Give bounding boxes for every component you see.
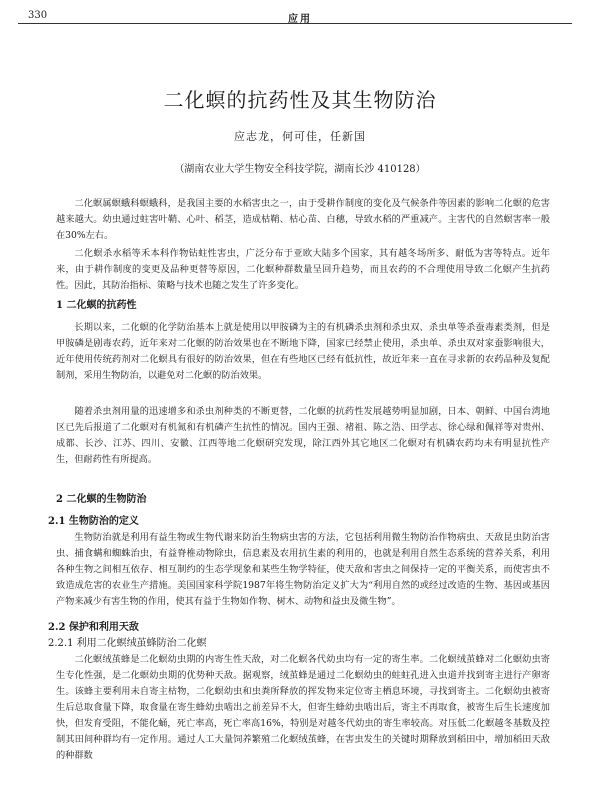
section-2-2-1-heading: 2.2.1 利用二化螟绒茧蜂防治二化螟 [48,638,207,649]
section-2-1-paragraph: 生物防治就是利用有益生物或生物代谢来防治生物病虫害的方法，它包括利用微生物防治作物病虫、天敌昆虫防治害虫、捕食螨和蜘蛛治虫，有益脊椎动物除虫，信息素及农用抗生素的利用的，也就是利用自然生态系统的营养关系，利用各种生物之间相互依存、相互制约的生态学现象和某些生物学特征，使天敌和害虫之间保持一定的平衡关系，而使害虫不致造成危害的农业生产措施。美国国家科学院1987年将生物防治定义扩大为“利用自然的或经过改造的生物、基因或基因产物来减少有害生物的作用，使其有益于生物如作物、树木、动物和益虫及微生物”。 [56,532,550,607]
journal-name: 应用 [288,14,312,25]
authors: 应志龙，何可佳，任新国 [234,130,366,143]
affiliation: （湖南农业大学生物安全科技学院，湖南长沙 410128） [174,164,426,175]
intro-paragraph-1: 二化螟属螟蛾科螟蛾科，是我国主要的水稻害虫之一，由于受耕作制度的变化及气候条件等因素的影响二化螟的危害越来越大。幼虫通过蛀害叶鞘、心叶、稻茎，造成枯鞘、枯心苗、白穗，导致水稻的严重减产。主害代的自然螟害率一般在30%左右。 [56,198,550,241]
section-1-paragraph-1: 长期以来，二化螟的化学防治基本上就是使用以甲胺磷为主的有机磷杀虫剂和杀虫双、杀虫单等杀蚕毒素类剂，但是甲胺磷是剧毒农药，近年来对二化螟的防治效果也在不断地下降，国家已经禁止使用，杀虫单、杀虫双对家蚕影响很大，近年使用传统药剂对二化螟具有很好的防治效果，但在有些地区已经有低抗性，故近年来一直在寻求新的农药品种及复配制剂，采用生物防治，以避免对二化螟的防治效果。 [56,322,550,381]
section-2-2-heading: 2.2 保护和利用天敌 [48,622,139,633]
intro-paragraph-2: 二化螟杀水稻等禾本科作物钻蛀性害虫，广泛分布于亚欧大陆多个国家，其有越冬场所多、耐低为害等特点。近年来，由于耕作制度的变更及品种更替等原因，二化螟种群数量呈回升趋势，而且农药的不合理使用导致二化螟产生抗药性。因此，其防治指标、策略与技术也随之发生了许多变化。 [56,248,550,291]
page-number: 330 [28,10,48,21]
section-1-heading: 1 二化螟的抗药性 [56,300,137,311]
section-2-1-heading: 2.1 生物防治的定义 [48,516,139,527]
section-1-paragraph-2: 随着杀虫剂用量的迅速增多和杀虫剂种类的不断更替，二化螟的抗药性发展越势明显加剧，日本、朝鲜、中国台湾地区已先后报道了二化螟对有机氮和有机磷产生抗性的情况。国内王强、褚祖、陈之浩、田学志、徐心绿和佩祥等对贵州、成都、长沙、江苏、四川、安徽、江西等地二化螟研究发现，除江西外其它地区二化螟对有机磷农药均未有明显抗性产生，但耐药性有所提高。 [56,406,550,465]
section-2-heading: 2 二化螟的生物防治 [56,494,147,505]
article-title: 二化螟的抗药性及其生物防治 [163,88,437,112]
section-2-2-1-paragraph: 二化螟绒茧蜂是二化螟幼虫期的内寄生性天敌，对二化螟各代幼虫均有一定的寄生率。二化螟绒茧蜂对二化螟幼虫寄生专化性强，是二化螟幼虫期的优势种天敌。据观察，绒茧蜂是通过二化螟幼虫的蛀蛀孔进入虫道并找到寄主进行产卵寄生。该蜂主要利用未自寄主枯物，二化螟幼虫和虫粪所释放的挥发物来定位寄主栖息环境，寻找到寄主。二化螟幼虫被寄生后总取食量下降，取食量在寄生蜂幼虫啮出之前差异不大，但寄生蜂幼虫啮出后，寄主不再取食，被寄生后生长速度加快，但发育受阻，不能化蛹，死亡率高，死亡率高16%，特别是对越冬代幼虫的寄生率较高。对压低二化螟越冬基数及控制其田间种群均有一定作用。通过人工大量饲养繁殖二化螟绒茧蜂，在害虫发生的关键时期释放到稻田中，增加稻田天敌的种群数 [56,654,550,761]
header-rule [18,23,572,24]
